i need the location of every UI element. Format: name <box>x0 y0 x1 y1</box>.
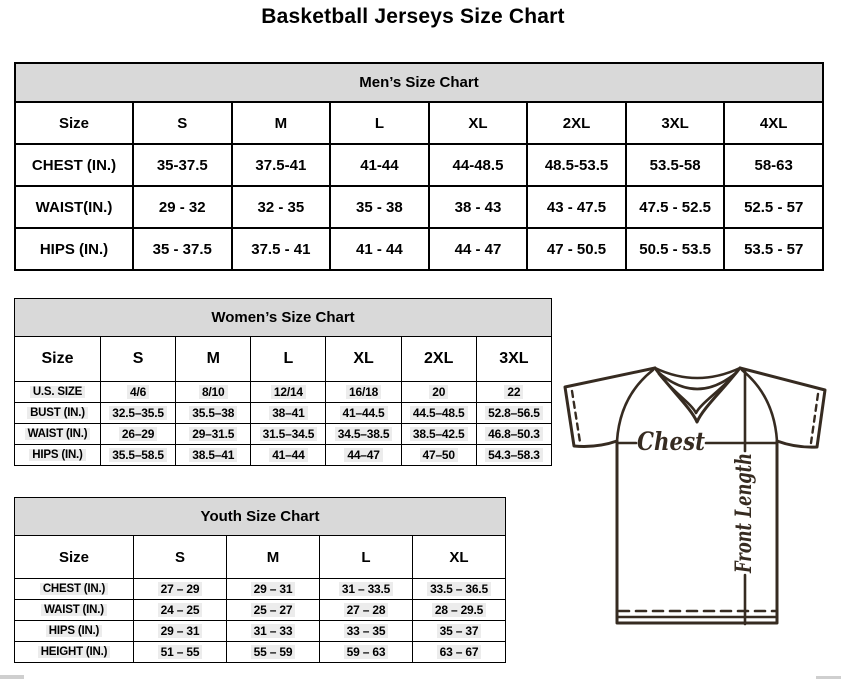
jersey-outline <box>565 368 825 624</box>
value-cell <box>401 382 476 403</box>
row-label-text: WAIST (IN.) <box>25 428 91 440</box>
row-label <box>15 621 134 642</box>
size-column-header: 3XL <box>476 337 551 382</box>
value-cell <box>320 642 413 663</box>
value-cell-text: 48.5-53.5 <box>544 156 609 174</box>
value-cell <box>724 228 823 270</box>
row-label <box>15 600 134 621</box>
size-header-label: Size <box>15 536 134 579</box>
value-cell <box>429 144 528 186</box>
value-cell <box>133 228 232 270</box>
value-cell <box>476 445 551 466</box>
value-cell <box>401 403 476 424</box>
value-cell-text: 54.3–58.3 <box>485 448 543 462</box>
value-cell-text: 29 – 31 <box>158 624 203 638</box>
value-cell-text: 52.8–56.5 <box>485 406 543 420</box>
value-cell-text: 32.5–35.5 <box>109 406 167 420</box>
value-cell-text: 28 – 29.5 <box>432 603 486 617</box>
value-cell-text: 34.5–38.5 <box>335 427 393 441</box>
value-cell-text: 55 – 59 <box>251 645 296 659</box>
value-cell <box>413 642 506 663</box>
value-cell <box>626 228 725 270</box>
value-cell <box>134 600 227 621</box>
women-table-title: Women’s Size Chart <box>15 299 552 337</box>
value-cell <box>429 228 528 270</box>
value-cell <box>232 186 331 228</box>
value-cell-text: 31.5–34.5 <box>260 427 318 441</box>
size-column-header: XL <box>413 536 506 579</box>
value-cell <box>401 424 476 445</box>
value-cell <box>251 382 326 403</box>
size-column-header: M <box>232 102 331 144</box>
value-cell <box>176 445 251 466</box>
value-cell-text: 38.5–42.5 <box>410 427 468 441</box>
value-cell-text: 24 – 25 <box>158 603 203 617</box>
size-column-header: 4XL <box>724 102 823 144</box>
size-column-header: XL <box>326 337 401 382</box>
table-row <box>15 144 823 186</box>
mens-size-chart-table <box>14 62 824 271</box>
row-label-text: WAIST (IN.) <box>41 604 107 616</box>
value-cell <box>101 403 176 424</box>
size-column-header: XL <box>429 102 528 144</box>
row-label <box>15 445 101 466</box>
size-column-header: L <box>320 536 413 579</box>
value-cell-text: 44-48.5 <box>452 156 504 174</box>
value-cell-text: 53.5 - 57 <box>744 240 804 258</box>
value-cell <box>176 424 251 445</box>
value-cell <box>326 403 401 424</box>
value-cell-text: 32 - 35 <box>257 198 305 216</box>
value-cell-text: 8/10 <box>199 385 228 399</box>
value-cell-text: 29–31.5 <box>189 427 237 441</box>
value-cell <box>134 642 227 663</box>
men-table-title: Men’s Size Chart <box>15 63 823 102</box>
value-cell-text: 47.5 - 52.5 <box>639 198 711 216</box>
value-cell-text: 38.5–41 <box>189 448 237 462</box>
size-column-header: 3XL <box>626 102 725 144</box>
value-cell <box>101 445 176 466</box>
youth-table-title: Youth Size Chart <box>15 498 506 536</box>
value-cell-text: 44 - 47 <box>454 240 502 258</box>
value-cell-text: 38 - 43 <box>454 198 502 216</box>
value-cell <box>476 382 551 403</box>
collar-back-arc <box>655 368 740 378</box>
size-header-label: Size <box>15 102 133 144</box>
value-cell-text: 38–41 <box>269 406 307 420</box>
value-cell-text: 20 <box>429 385 448 399</box>
collar-outer-v <box>655 368 740 422</box>
value-cell-text: 29 – 31 <box>251 582 296 596</box>
row-label-text: HEIGHT (IN.) <box>38 646 111 658</box>
value-cell <box>527 186 626 228</box>
value-cell-text: 41–44 <box>269 448 307 462</box>
value-cell-text: 50.5 - 53.5 <box>639 240 711 258</box>
value-cell <box>413 579 506 600</box>
value-cell-text: 37.5 - 41 <box>251 240 311 258</box>
value-cell <box>527 228 626 270</box>
value-cell <box>724 144 823 186</box>
table-row <box>15 600 506 621</box>
value-cell-text: 46.8–50.3 <box>485 427 543 441</box>
value-cell-text: 52.5 - 57 <box>744 198 804 216</box>
value-cell <box>326 382 401 403</box>
value-cell-text: 58-63 <box>754 156 793 174</box>
row-label-text: WAIST(IN.) <box>35 198 113 216</box>
row-label <box>15 228 133 270</box>
value-cell-text: 35.5–58.5 <box>109 448 167 462</box>
value-cell <box>232 144 331 186</box>
size-column-header: L <box>330 102 429 144</box>
value-cell-text: 43 - 47.5 <box>546 198 607 216</box>
value-cell <box>413 600 506 621</box>
value-cell-text: 41–44.5 <box>340 406 388 420</box>
table-row <box>15 228 823 270</box>
row-label-text: HIPS (IN.) <box>46 625 102 637</box>
value-cell-text: 47–50 <box>420 448 458 462</box>
value-cell <box>320 579 413 600</box>
table-row <box>15 621 506 642</box>
row-label-text: U.S. SIZE <box>30 386 85 398</box>
value-cell <box>227 642 320 663</box>
value-cell <box>476 403 551 424</box>
value-cell <box>320 621 413 642</box>
row-label-text: CHEST (IN.) <box>31 156 117 174</box>
row-label <box>15 424 101 445</box>
value-cell <box>227 621 320 642</box>
right-armhole-seam <box>742 370 777 441</box>
row-label <box>15 642 134 663</box>
value-cell-text: 44–47 <box>344 448 382 462</box>
value-cell <box>326 445 401 466</box>
size-column-header: 2XL <box>401 337 476 382</box>
right-cuff-dashed-line <box>811 394 818 443</box>
value-cell <box>227 600 320 621</box>
value-cell-text: 47 - 50.5 <box>546 240 607 258</box>
value-cell <box>251 403 326 424</box>
value-cell-text: 27 – 29 <box>158 582 203 596</box>
value-cell <box>326 424 401 445</box>
value-cell-text: 35 - 38 <box>356 198 403 216</box>
row-label <box>15 579 134 600</box>
value-cell <box>429 186 528 228</box>
value-cell-text: 59 – 63 <box>344 645 389 659</box>
value-cell <box>227 579 320 600</box>
value-cell-text: 25 – 27 <box>251 603 296 617</box>
value-cell-text: 63 – 67 <box>437 645 482 659</box>
value-cell <box>401 445 476 466</box>
value-cell <box>724 186 823 228</box>
size-column-header: S <box>134 536 227 579</box>
value-cell-text: 4/6 <box>127 385 149 399</box>
value-cell <box>134 579 227 600</box>
value-cell-text: 51 – 55 <box>158 645 203 659</box>
size-column-header: S <box>101 337 176 382</box>
value-cell <box>251 445 326 466</box>
value-cell <box>330 186 429 228</box>
row-label <box>15 144 133 186</box>
value-cell <box>626 186 725 228</box>
value-cell <box>413 621 506 642</box>
size-column-header: 2XL <box>527 102 626 144</box>
value-cell <box>101 382 176 403</box>
value-cell <box>320 600 413 621</box>
value-cell-text: 53.5-58 <box>649 156 701 174</box>
value-cell-text: 41-44 <box>360 156 399 174</box>
row-label-text: HIPS (IN.) <box>39 240 109 258</box>
table-row <box>15 642 506 663</box>
page-title: Basketball Jerseys Size Chart <box>261 5 565 28</box>
value-cell-text: 33.5 – 36.5 <box>427 582 491 596</box>
value-cell-text: 35.5–38 <box>189 406 237 420</box>
row-label <box>15 382 101 403</box>
row-label-text: BUST (IN.) <box>27 407 88 419</box>
value-cell-text: 27 – 28 <box>344 603 389 617</box>
value-cell-text: 35 – 37 <box>437 624 482 638</box>
size-column-header: M <box>176 337 251 382</box>
table-row <box>15 579 506 600</box>
size-header-label: Size <box>15 337 101 382</box>
value-cell-text: 35-37.5 <box>156 156 208 174</box>
value-cell-text: 26–29 <box>119 427 157 441</box>
value-cell <box>134 621 227 642</box>
value-cell <box>133 144 232 186</box>
row-label-text: CHEST (IN.) <box>40 583 108 595</box>
value-cell-text: 33 – 35 <box>344 624 389 638</box>
table-row <box>15 186 823 228</box>
row-label <box>15 186 133 228</box>
womens-size-chart-table <box>14 298 552 466</box>
value-cell-text: 31 – 33 <box>251 624 296 638</box>
value-cell <box>251 424 326 445</box>
value-cell-text: 41 - 44 <box>356 240 403 258</box>
value-cell <box>476 424 551 445</box>
value-cell-text: 16/18 <box>346 385 381 399</box>
size-column-header: M <box>227 536 320 579</box>
value-cell-text: 37.5-41 <box>255 156 307 174</box>
table-row <box>15 403 552 424</box>
chest-label: Chest <box>637 427 706 456</box>
value-cell <box>133 186 232 228</box>
value-cell <box>176 403 251 424</box>
table-row <box>15 382 552 403</box>
row-label-text: HIPS (IN.) <box>29 449 85 461</box>
value-cell <box>176 382 251 403</box>
value-cell <box>626 144 725 186</box>
value-cell-text: 22 <box>504 385 523 399</box>
size-column-header: L <box>251 337 326 382</box>
scrollbar-thumb-left-fragment[interactable] <box>0 675 24 679</box>
jersey-measurement-diagram <box>553 358 843 628</box>
value-cell <box>101 424 176 445</box>
row-label <box>15 403 101 424</box>
value-cell-text: 35 - 37.5 <box>152 240 212 258</box>
value-cell-text: 12/14 <box>271 385 306 399</box>
table-row <box>15 424 552 445</box>
table-row <box>15 445 552 466</box>
value-cell <box>330 144 429 186</box>
value-cell <box>232 228 331 270</box>
value-cell <box>330 228 429 270</box>
front-length-label: Front Length <box>731 410 757 573</box>
value-cell-text: 44.5–48.5 <box>410 406 468 420</box>
size-column-header: S <box>133 102 232 144</box>
value-cell-text: 31 – 33.5 <box>339 582 393 596</box>
youth-size-chart-table <box>14 497 506 663</box>
value-cell <box>527 144 626 186</box>
value-cell-text: 29 - 32 <box>158 198 206 216</box>
